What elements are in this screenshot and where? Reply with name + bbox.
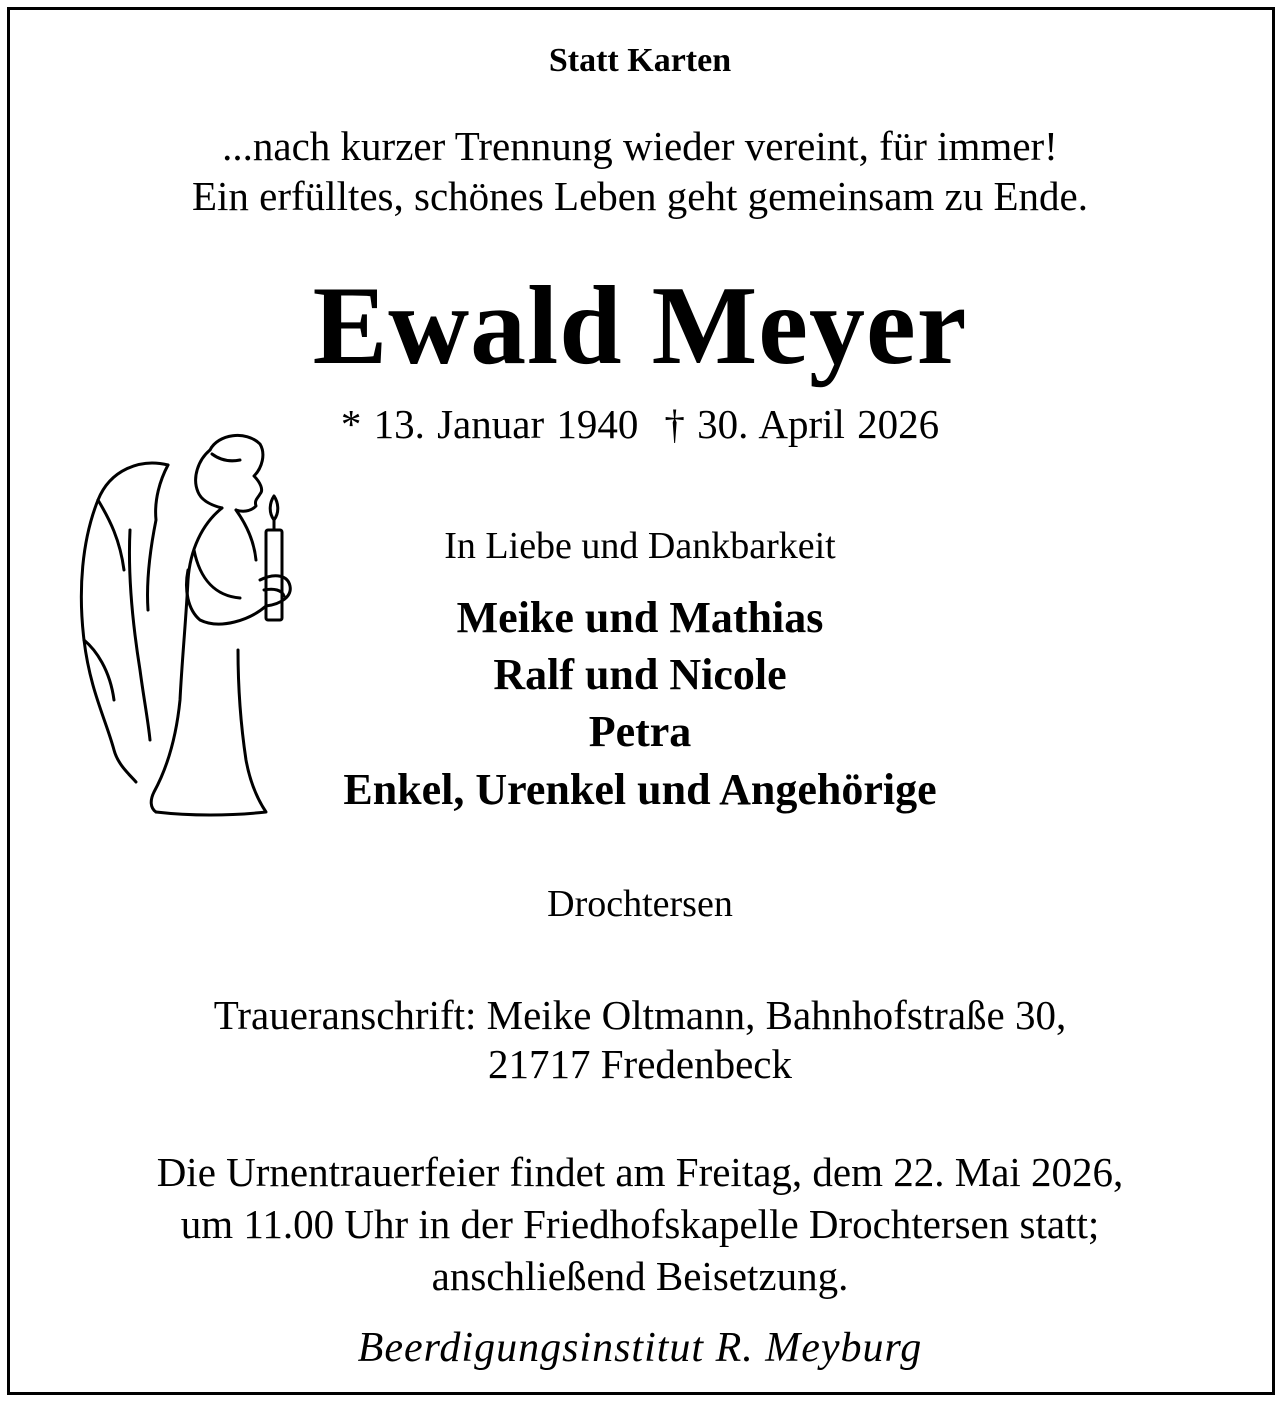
motto-line-1: ...nach kurzer Trennung wieder vereint, für immer! — [222, 123, 1058, 169]
place-name: Drochtersen — [547, 883, 733, 925]
deceased-name: Ewald Meyer — [312, 264, 968, 388]
dedication-text: In Liebe und Dankbarkeit — [444, 525, 836, 567]
funeral-home-name: Beerdigungsinstitut R. Meyburg — [357, 1325, 923, 1371]
mourning-address-line-1: Traueranschrift: Meike Oltmann, Bahnhofstraße 30, — [213, 992, 1067, 1038]
mourner-line: Petra — [588, 707, 692, 756]
mourner-line: Enkel, Urenkel und Angehörige — [343, 765, 937, 814]
mourner-line: Meike und Mathias — [456, 593, 824, 642]
mourner-line: Ralf und Nicole — [493, 650, 787, 699]
ceremony-line-1: Die Urnentrauerfeier findet am Freitag, dem 22. Mai 2026, — [156, 1149, 1124, 1195]
birth-date: * 13. Januar 1940 — [340, 401, 639, 447]
mourning-address-line-2: 21717 Fredenbeck — [488, 1041, 792, 1087]
death-date: † 30. April 2026 — [664, 401, 940, 447]
ceremony-line-3: anschließend Beisetzung. — [431, 1253, 849, 1299]
motto-line-2: Ein erfülltes, schönes Leben geht gemeinsam zu Ende. — [191, 173, 1088, 219]
ceremony-line-2: um 11.00 Uhr in der Friedhofskapelle Drochtersen statt; — [180, 1201, 1100, 1247]
notice-heading: Statt Karten — [548, 42, 732, 79]
